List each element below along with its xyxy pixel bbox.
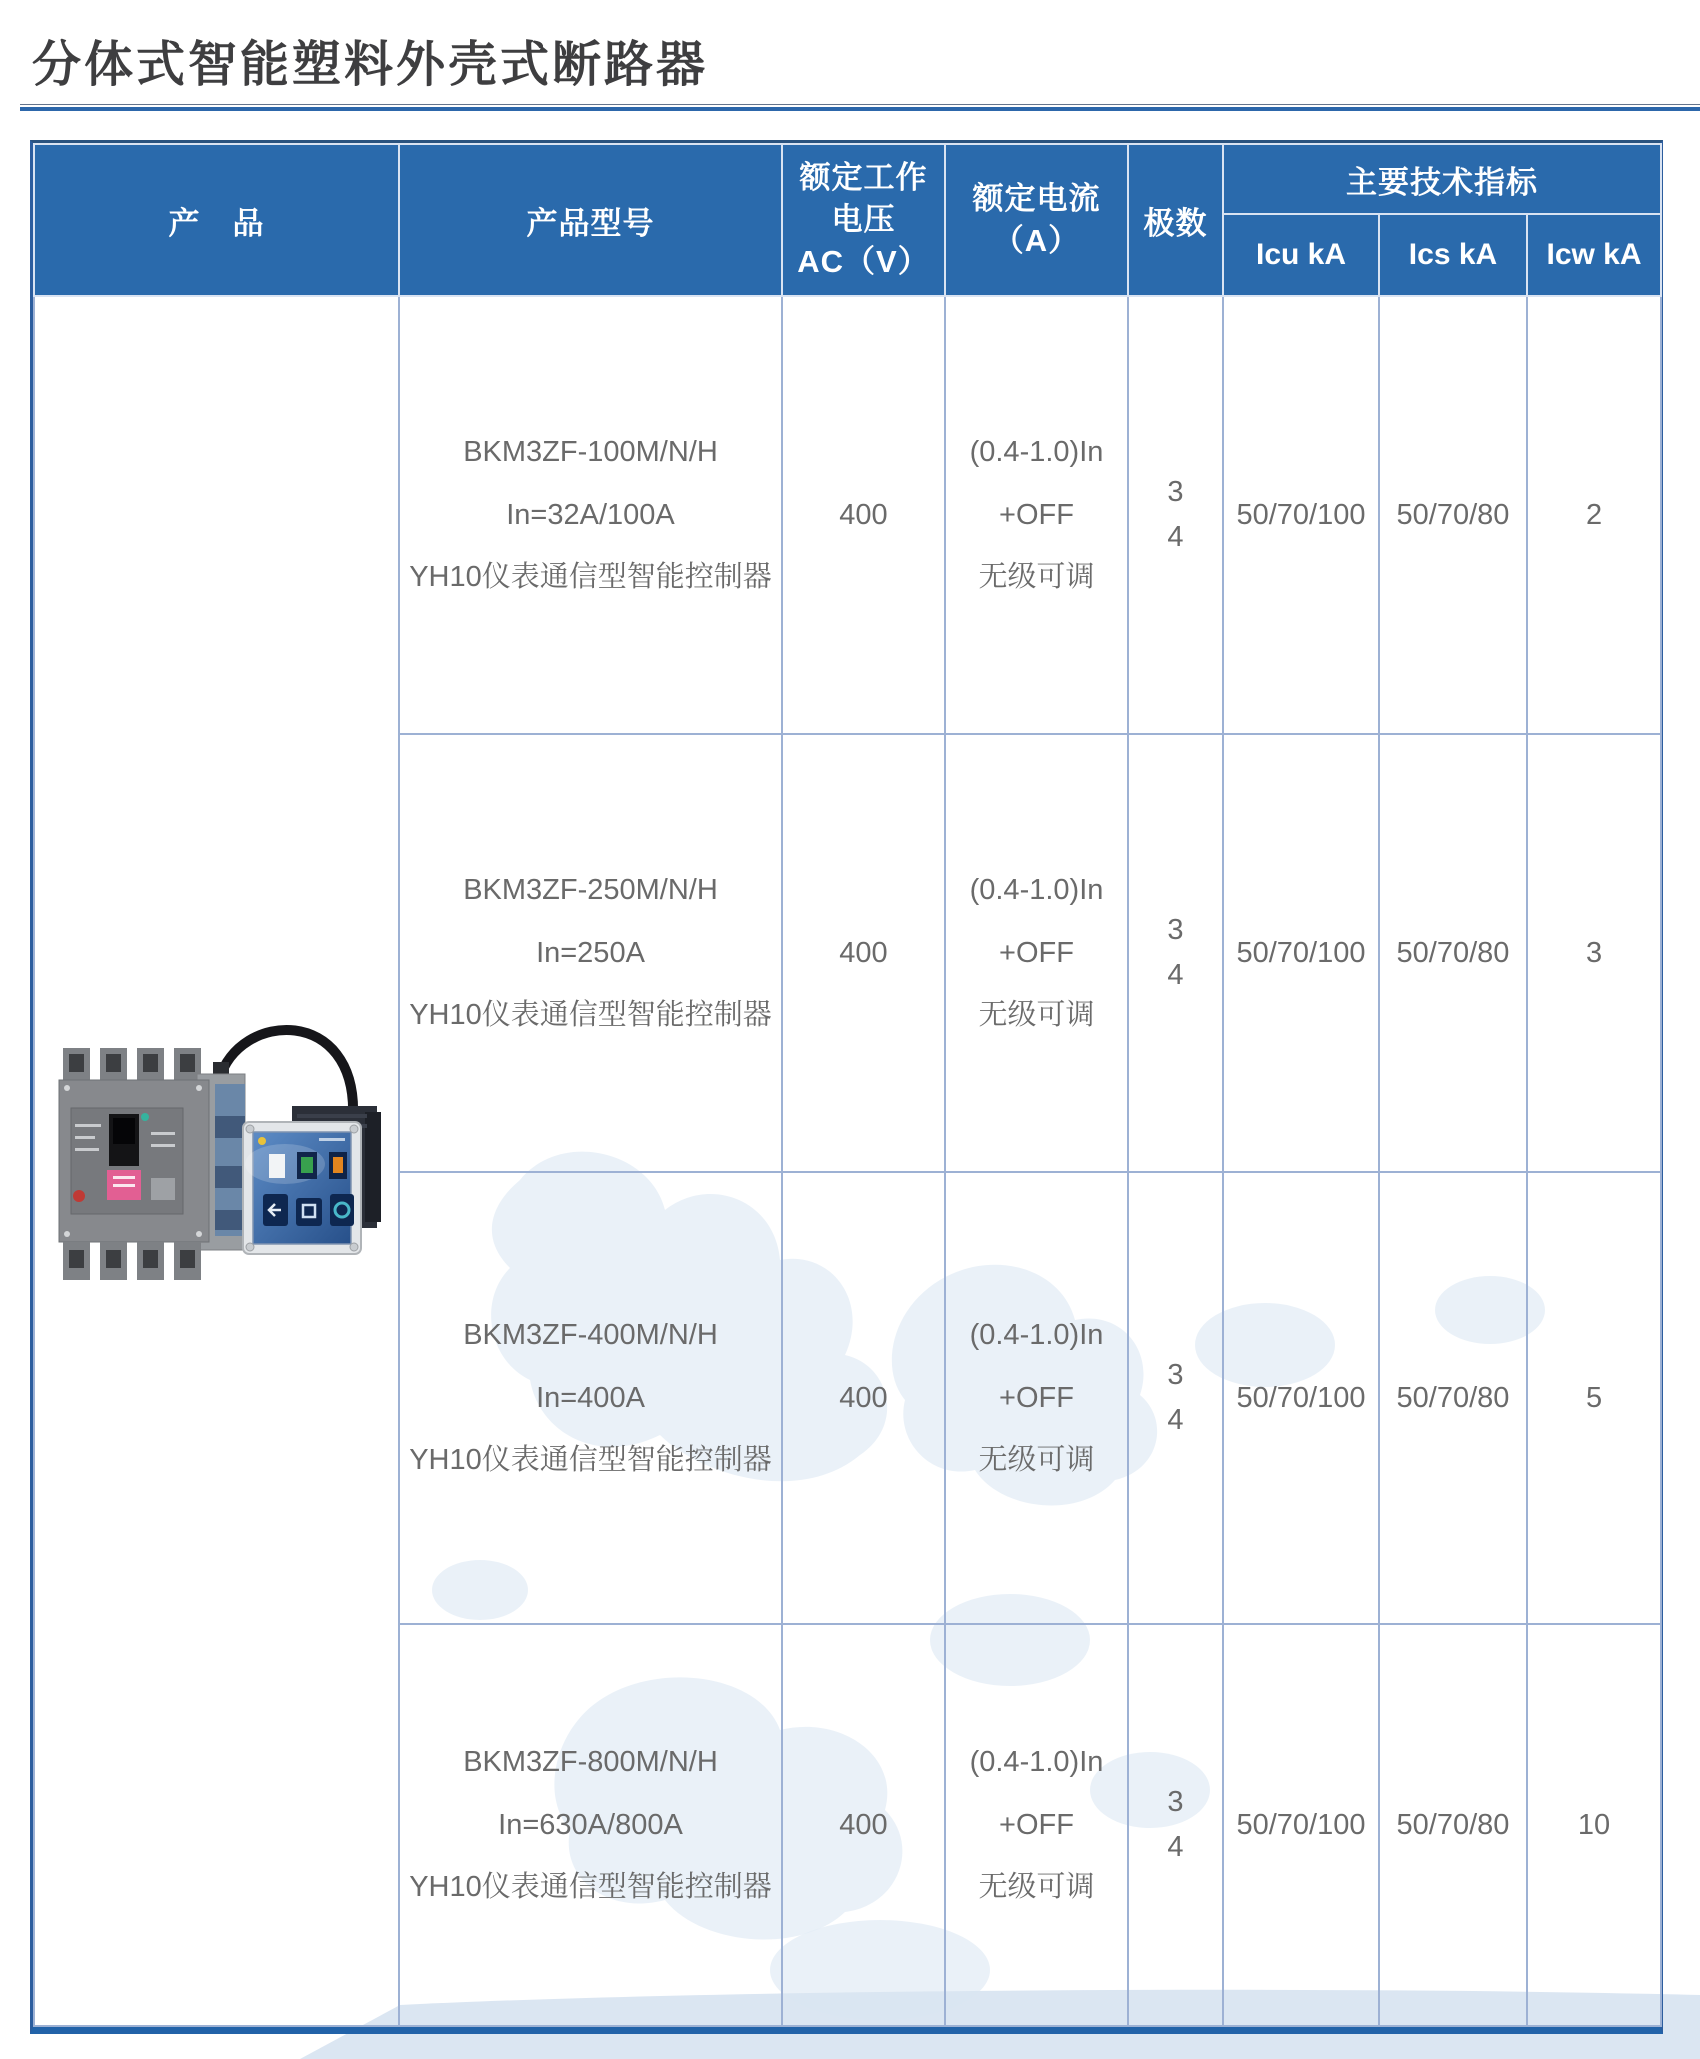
- poles-line: 3: [1167, 476, 1184, 509]
- current-line: 无级可调: [978, 1444, 1095, 1477]
- spec-table-frame: [30, 140, 1663, 2034]
- voltage-header-line: AC（V）: [797, 243, 930, 279]
- current-line: (0.4-1.0)In: [969, 436, 1104, 469]
- icu-cell: 50/70/100: [1223, 1624, 1379, 2026]
- title-underline: [20, 104, 1700, 111]
- current-line: (0.4-1.0)In: [969, 1746, 1104, 1779]
- current-line: (0.4-1.0)In: [969, 1319, 1104, 1352]
- current-header-line: 额定电流: [972, 181, 1101, 217]
- poles-line: 3: [1167, 1786, 1184, 1819]
- model-line: YH10仪表通信型智能控制器: [409, 999, 772, 1032]
- model-line: BKM3ZF-400M/N/H: [463, 1319, 718, 1352]
- voltage-cell: 400: [782, 734, 945, 1172]
- poles-cell: [1128, 296, 1223, 734]
- voltage-header-line: 额定工作: [799, 160, 928, 196]
- model-line: YH10仪表通信型智能控制器: [409, 1871, 772, 1904]
- ics-cell: 50/70/80: [1379, 1172, 1527, 1624]
- col-header-icw: Icw kA: [1527, 214, 1661, 296]
- model-line: BKM3ZF-250M/N/H: [463, 874, 718, 907]
- icu-cell: 50/70/100: [1223, 296, 1379, 734]
- col-header-voltage: [782, 144, 945, 296]
- model-line: In=32A/100A: [506, 498, 675, 531]
- voltage-cell: 400: [782, 296, 945, 734]
- page-title: 分体式智能塑料外壳式断路器: [32, 38, 709, 92]
- icu-cell: 50/70/100: [1223, 734, 1379, 1172]
- product-photo: [35, 996, 398, 1326]
- col-header-product: 产 品: [34, 144, 399, 296]
- model-line: In=630A/800A: [498, 1808, 683, 1841]
- voltage-cell: 400: [782, 1624, 945, 2026]
- current-line: +OFF: [999, 936, 1074, 969]
- header-row-group: [34, 144, 1661, 214]
- poles-line: 3: [1167, 914, 1184, 947]
- model-line: YH10仪表通信型智能控制器: [409, 561, 772, 594]
- icw-cell: 10: [1527, 1624, 1661, 2026]
- model-cell: [399, 296, 782, 734]
- model-cell: [399, 1624, 782, 2026]
- voltage-header-line: 电压: [831, 202, 896, 238]
- current-line: 无级可调: [978, 999, 1095, 1032]
- current-line: (0.4-1.0)In: [969, 874, 1104, 907]
- col-header-model: 产品型号: [399, 144, 782, 296]
- model-line: YH10仪表通信型智能控制器: [409, 1444, 772, 1477]
- model-cell: [399, 1172, 782, 1624]
- poles-line: 4: [1167, 521, 1184, 553]
- poles-cell: [1128, 734, 1223, 1172]
- poles-line: 3: [1167, 1359, 1184, 1392]
- poles-line: 4: [1167, 1404, 1184, 1436]
- col-header-current: [945, 144, 1128, 296]
- poles-cell: [1128, 1624, 1223, 2026]
- ics-cell: 50/70/80: [1379, 1624, 1527, 2026]
- current-cell: [945, 734, 1128, 1172]
- model-line: BKM3ZF-800M/N/H: [463, 1746, 718, 1779]
- model-cell: [399, 734, 782, 1172]
- poles-line: 4: [1167, 1831, 1184, 1863]
- poles-line: 4: [1167, 959, 1184, 991]
- breaker-bottom-terminals: [63, 1242, 201, 1280]
- controller-unit: [243, 1106, 381, 1254]
- current-line: 无级可调: [978, 561, 1095, 594]
- breaker-body: [59, 1074, 245, 1250]
- current-line: +OFF: [999, 1381, 1074, 1414]
- product-photo-cell: [34, 296, 399, 2026]
- current-line: +OFF: [999, 498, 1074, 531]
- col-header-icu: Icu kA: [1223, 214, 1379, 296]
- spec-table: [33, 143, 1662, 2027]
- current-cell: [945, 1624, 1128, 2026]
- table-row: [34, 296, 1661, 734]
- icw-cell: 2: [1527, 296, 1661, 734]
- current-line: 无级可调: [978, 1871, 1095, 1904]
- current-cell: [945, 1172, 1128, 1624]
- icw-cell: 3: [1527, 734, 1661, 1172]
- poles-cell: [1128, 1172, 1223, 1624]
- ics-cell: 50/70/80: [1379, 296, 1527, 734]
- voltage-cell: 400: [782, 1172, 945, 1624]
- current-line: +OFF: [999, 1808, 1074, 1841]
- model-line: In=250A: [536, 936, 645, 969]
- col-header-ics: Ics kA: [1379, 214, 1527, 296]
- current-header-line: （A）: [992, 223, 1081, 258]
- model-line: BKM3ZF-100M/N/H: [463, 436, 718, 469]
- col-header-indicators-group: 主要技术指标: [1223, 144, 1661, 214]
- breaker-controller-image: [47, 996, 387, 1326]
- icw-cell: 5: [1527, 1172, 1661, 1624]
- current-cell: [945, 296, 1128, 734]
- ics-cell: 50/70/80: [1379, 734, 1527, 1172]
- col-header-poles: 极数: [1128, 144, 1223, 296]
- icu-cell: 50/70/100: [1223, 1172, 1379, 1624]
- model-line: In=400A: [536, 1381, 645, 1414]
